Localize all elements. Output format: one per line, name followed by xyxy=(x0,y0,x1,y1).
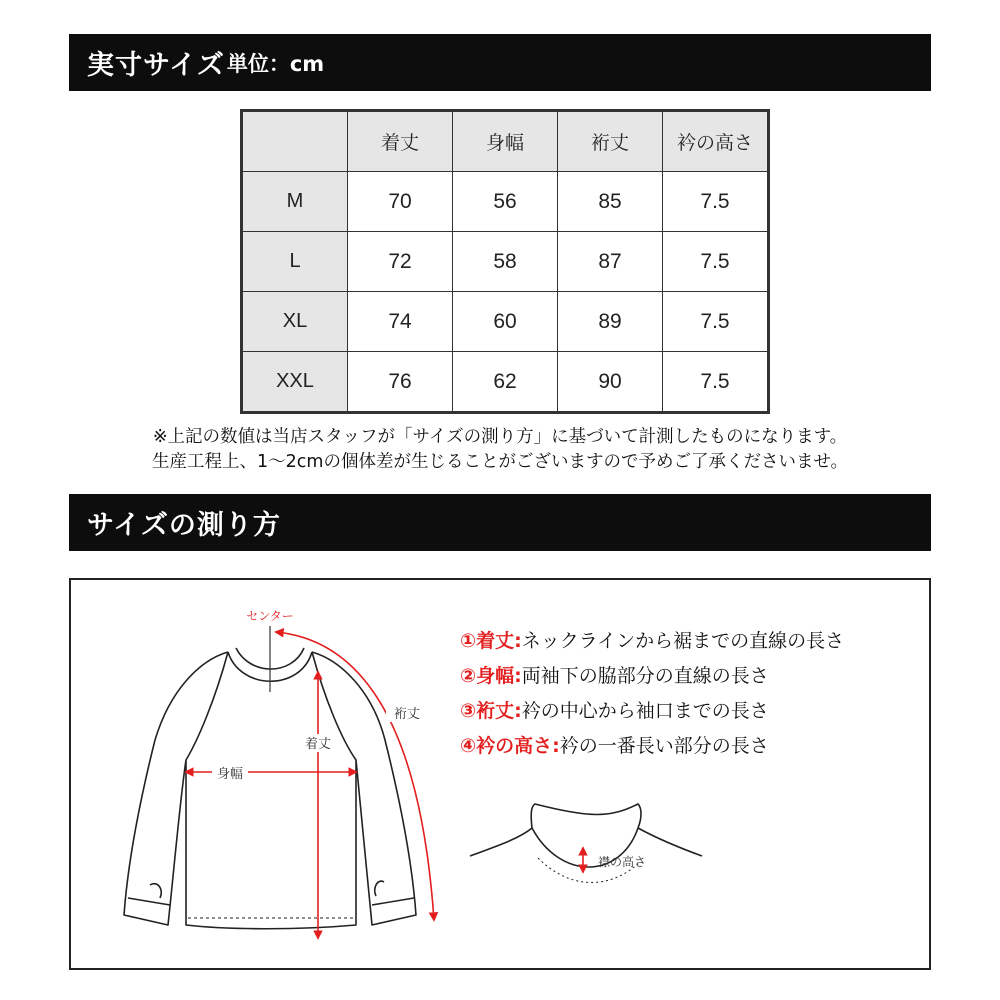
legend-key: ③裄丈: xyxy=(460,700,522,722)
table-cell: 70 xyxy=(348,172,453,232)
column-header: 衿の高さ xyxy=(663,112,768,172)
legend-text: ネックラインから裾までの直線の長さ xyxy=(521,630,845,652)
table-cell: 7.5 xyxy=(663,232,768,292)
sleeve-length-arrow xyxy=(276,632,434,920)
sleeve-length-label: 裄丈 xyxy=(393,707,421,722)
table-cell: 74 xyxy=(348,292,453,352)
legend-text: 両袖下の脇部分の直線の長さ xyxy=(521,665,769,687)
legend-item xyxy=(460,696,769,723)
table-cell: 76 xyxy=(348,352,453,412)
table-cell: 7.5 xyxy=(663,352,768,412)
body-length-label: 着丈 xyxy=(304,737,332,752)
size-header-title: 実寸サイズ xyxy=(87,50,225,81)
row-size-label: XXL xyxy=(243,352,348,412)
measurement-note-line1: ※上記の数値は当店スタッフが「サイズの測り方」に基づいて計測したものになります。 xyxy=(152,427,848,447)
column-header: 裄丈 xyxy=(558,112,663,172)
collar-height-label: 襟の高さ xyxy=(598,855,647,869)
legend-key: ④衿の高さ: xyxy=(460,735,560,757)
row-size-label: M xyxy=(243,172,348,232)
table-cell: 7.5 xyxy=(663,292,768,352)
table-cell: 85 xyxy=(558,172,663,232)
row-size-label: XL xyxy=(243,292,348,352)
collar-illustration xyxy=(470,804,702,883)
legend-item xyxy=(460,731,769,758)
legend-key: ①着丈: xyxy=(460,630,522,652)
column-header: 身幅 xyxy=(453,112,558,172)
table-cell: 7.5 xyxy=(663,172,768,232)
table-cell: 87 xyxy=(558,232,663,292)
how-to-measure-title: サイズの測り方 xyxy=(87,510,281,541)
table-cell: 56 xyxy=(453,172,558,232)
legend-item xyxy=(460,661,769,688)
column-header: 着丈 xyxy=(348,112,453,172)
legend-item xyxy=(460,626,844,653)
legend-text: 衿の中心から袖口までの長さ xyxy=(521,700,769,722)
legend-key: ②身幅: xyxy=(460,665,522,687)
table-cell: 72 xyxy=(348,232,453,292)
table-cell: 90 xyxy=(558,352,663,412)
table-cell: 89 xyxy=(558,292,663,352)
table-cell: 58 xyxy=(453,232,558,292)
table-cell: 62 xyxy=(453,352,558,412)
row-size-label: L xyxy=(243,232,348,292)
legend-text: 衿の一番長い部分の長さ xyxy=(559,735,769,757)
size-header-unit: 単位：cm xyxy=(226,51,325,76)
measurement-note-line2: 生産工程上、1〜2cmの個体差が生じることがございますので予めご了承くださいませ。 xyxy=(152,452,848,472)
body-width-label: 身幅 xyxy=(216,767,244,782)
center-label: センター xyxy=(246,609,294,623)
table-cell: 60 xyxy=(453,292,558,352)
